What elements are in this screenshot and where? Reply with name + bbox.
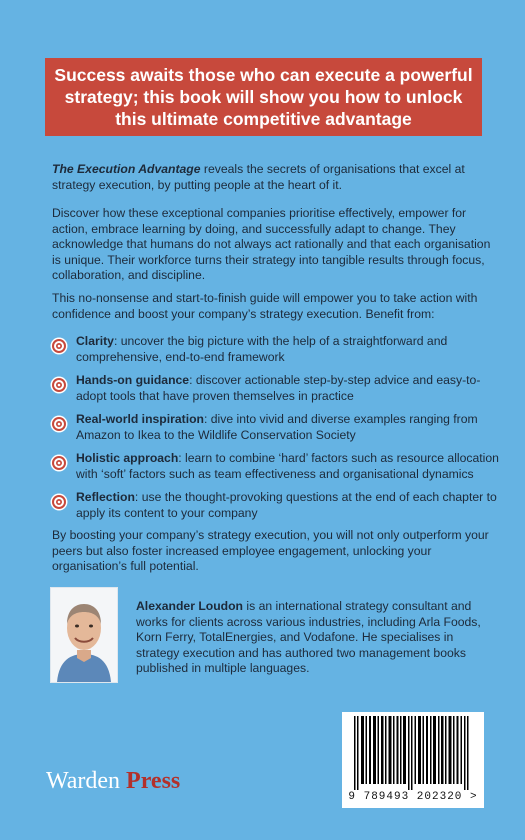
benefit-item-clarity: [50, 334, 500, 372]
benefit-description: : uncover the big picture with the help of a straightforward and comprehensive, end-to-end framework: [76, 334, 448, 364]
target-icon: [50, 376, 68, 394]
benefit-item-real-world-inspiration: [50, 412, 500, 450]
benefit-description: : discover actionable step-by-step advice and easy-to-adopt tools that have proven themselves in practice: [76, 373, 481, 403]
benefit-term: Reflection: [76, 490, 135, 504]
author-bio: [136, 599, 486, 677]
author-photo: [50, 587, 118, 683]
publisher-logo: [46, 768, 180, 795]
benefit-description: : use the thought-provoking questions at the end of each chapter to apply its content to your company: [76, 490, 497, 520]
target-icon: [50, 415, 68, 433]
author-portrait-image: [51, 588, 117, 682]
book-title: The Execution Advantage: [52, 162, 201, 176]
benefit-item-reflection: [50, 490, 500, 528]
benefit-text: [76, 334, 500, 365]
benefit-item-hands-on-guidance: [50, 373, 500, 411]
benefit-term: Real-world inspiration: [76, 412, 204, 426]
isbn-number: 9 789493 202320 >: [348, 791, 478, 803]
author-name: Alexander Loudon: [136, 599, 243, 613]
benefit-term: Hands-on guidance: [76, 373, 190, 387]
author-bio-text: is an international strategy consultant and works for clients across various industries, including Arla Foods, Korn Ferry, TotalEnergies, and Vodafone. He specialises in strategy execution and has authored two management books published in multiple languages.: [136, 599, 481, 676]
benefit-text: [76, 490, 500, 521]
closing-paragraph: By boosting your company’s strategy execution, you will not only outperform your peers but also foster increased employee engagement, unlocking your organisation’s full potential.: [52, 528, 489, 574]
target-icon: [50, 493, 68, 511]
intro-text: reveals the secrets of organisations that excel at strategy execution, by putting people at the heart of it.: [52, 162, 465, 192]
benefit-text: [76, 451, 500, 482]
benefit-term: Clarity: [76, 334, 114, 348]
benefit-description: : dive into vivid and diverse examples ranging from Amazon to Ikea to the Wildlife Conservation Society: [76, 412, 478, 442]
intro-paragraph: [52, 162, 492, 193]
benefits-list: [50, 334, 500, 529]
publisher-name-part2: Press: [126, 768, 181, 794]
target-icon: [50, 454, 68, 472]
benefit-term: Holistic approach: [76, 451, 179, 465]
benefits-intro-paragraph: This no-nonsense and start-to-finish guide will empower you to take action with confidence and boost your company’s strategy execution. Benefit from:: [52, 291, 478, 321]
benefit-description: : learn to combine ‘hard’ factors such as resource allocation with ‘soft’ factors such as team effectiveness and organisational dynamics: [76, 451, 499, 481]
tagline-text: Success awaits those who can execute a powerful strategy; this book will show you how to unlock this ultimate competitive advantage: [54, 65, 473, 129]
target-icon: [50, 337, 68, 355]
publisher-name-part1: Warden: [46, 768, 127, 794]
benefit-text: [76, 412, 500, 443]
barcode-bars: [352, 716, 474, 790]
isbn-barcode: [342, 712, 484, 808]
tagline-banner: [45, 58, 482, 136]
benefit-item-holistic-approach: [50, 451, 500, 489]
benefit-text: [76, 373, 500, 404]
description-paragraph: Discover how these exceptional companies prioritise effectively, empower for action, embrace learning by doing, and successfully adapt to change. They acknowledge that humans do not always act rationally and that each organisation is unique. Their workforce turns their strategy into tangible results through focus, collaboration, and discipline.: [52, 206, 491, 283]
